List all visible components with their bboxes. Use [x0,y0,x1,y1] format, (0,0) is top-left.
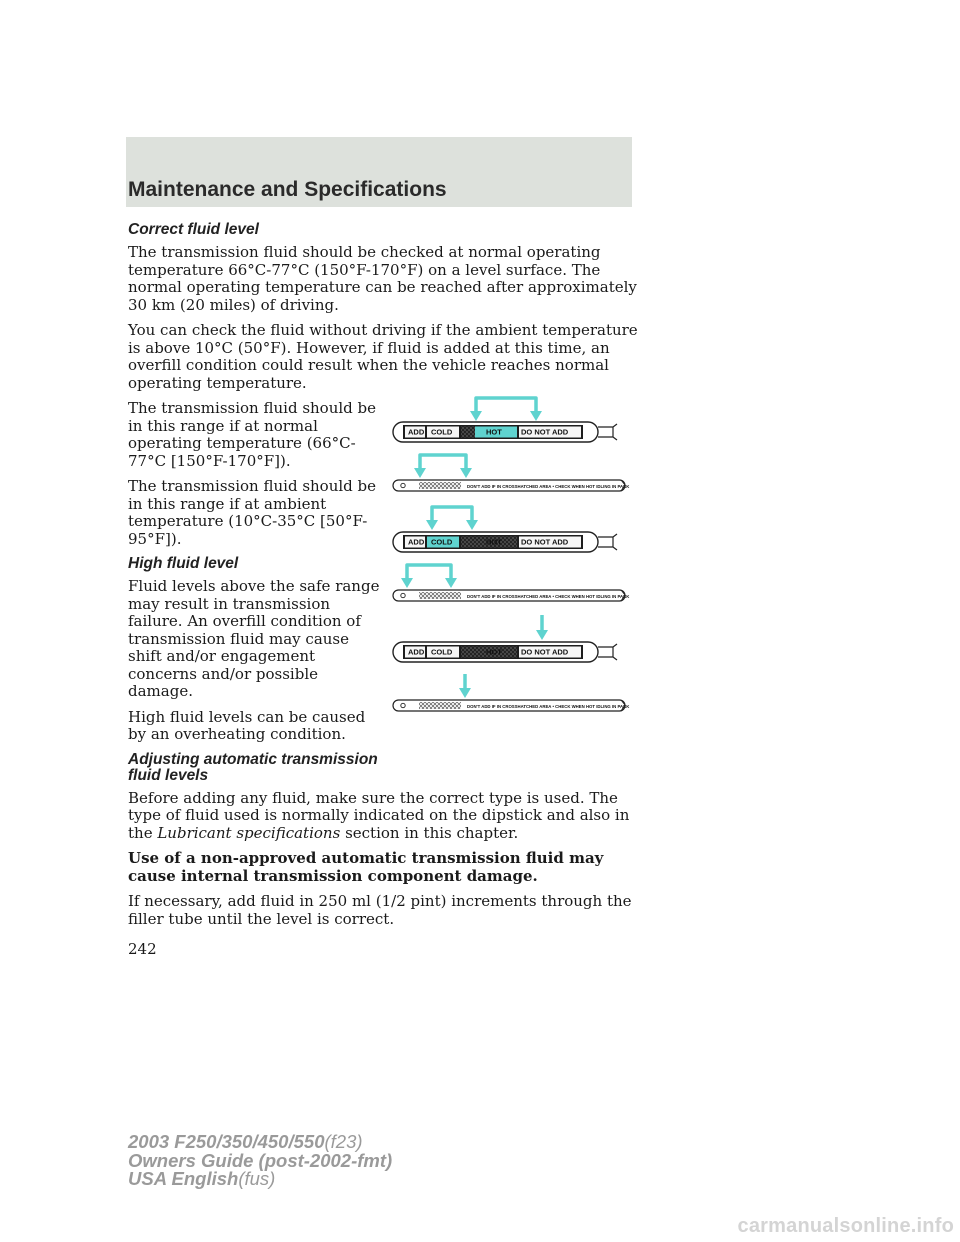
dipstick-do-not-add-label: DO NOT ADD [521,537,569,547]
footer-line-guide: Owners Guide (post-2002-fmt) [128,1149,393,1171]
paragraph-range-ambient: The transmission fluid should be in this range if at ambient temperature (10°C-35°C [50°F-95°F]). [128,477,377,548]
dipstick-back-cold-range [393,590,630,601]
dipstick-do-not-add-label: DO NOT ADD [521,647,569,657]
level-arrow-head [459,688,471,698]
level-arrow-head [401,578,413,588]
dipstick-hot-label: HOT [486,647,502,657]
dipstick-back-text: DON'T ADD IF IN CROSSHATCHED AREA • CHECK WHEN HOT IDLING IN PARK [467,593,630,599]
dipstick-front-overfill [393,642,617,662]
dipstick-back-text: DON'T ADD IF IN CROSSHATCHED AREA • CHECK WHEN HOT IDLING IN PARK [467,483,630,489]
ambient-range-bracket [420,455,466,472]
dipstick-back-text: DON'T ADD IF IN CROSSHATCHED AREA • CHECK WHEN HOT IDLING IN PARK [467,703,630,709]
fluid-type-text-end: section in this chapter. [345,823,519,842]
level-arrow-head [536,630,548,640]
paragraph-normal-temp: The transmission fluid should be checked at normal operating temperature 66°C-77°C (150°F-170°F) on a level surface. The normal operating temperature can be reached after approximately 30 km (20 miles) of driving. [128,243,637,314]
dipstick-add-label: ADD [408,537,425,547]
dipstick-add-label: ADD [408,647,425,657]
dipstick-add-label: ADD [408,427,425,437]
lubricant-spec-reference: Lubricant specifications [157,823,341,842]
dipstick-do-not-add-label: DO NOT ADD [521,427,569,437]
dipstick-front-hot-range [393,422,617,442]
level-arrow-head [466,520,478,530]
dipstick-back-ambient-range [393,480,630,491]
level-arrow-head [530,411,542,421]
heading-high-fluid-level: High fluid level [128,555,239,572]
paragraph-high-level-risk: Fluid levels above the safe range may result in transmission failure. An overfill condition of transmission fluid may cause shift and/or engagement concerns and/or possible damage. [128,577,380,700]
fluid-type-text: Before adding any fluid, make sure the correct type is used. The type of fluid used is normally indicated on the dipstick and also in the [128,788,630,842]
dipstick-cold-label: COLD [431,647,453,657]
paragraph-overheating: High fluid levels can be caused by an overheating condition. [128,707,366,743]
dipstick-hot-label: HOT [486,537,502,547]
paragraph-add-increments: If necessary, add fluid in 250 ml (1/2 pint) increments through the filler tube until the level is correct. [128,892,632,928]
dipstick-hot-label: HOT [486,427,502,437]
dipstick-cold-label: COLD [431,427,453,437]
dipstick-back-overfill [393,700,630,711]
level-arrow-head [470,411,482,421]
level-arrow-head [426,520,438,530]
dipstick-illustration [385,382,635,722]
cold-back-range-bracket [407,565,451,582]
watermark: carmanualsonline.info [737,1215,954,1237]
footer-line-language: USA English(fus) [128,1168,276,1189]
paragraph-fluid-type [128,790,638,843]
page-number: 242 [128,940,157,958]
dipstick-front-cold-range [393,532,617,552]
paragraph-ambient-check: You can check the fluid without driving if the ambient temperature is above 10°C (50°F). However, if fluid is added at this time, an overfill condition could result when the vehicle reaches normal operating temperature. [128,321,638,392]
level-arrow-head [414,468,426,478]
page-title: Maintenance and Specifications [128,178,447,201]
heading-adjusting-levels: Adjusting automatic transmission fluid levels [128,750,378,784]
heading-correct-fluid-level: Correct fluid level [128,221,259,238]
document-footer [128,1133,392,1189]
warning-non-approved-fluid: Use of a non-approved automatic transmission fluid may cause internal transmission component damage. [128,849,604,885]
hot-range-bracket [476,398,536,415]
footer-line-model: 2003 F250/350/450/550(f23) [128,1131,363,1152]
level-arrow-head [460,468,472,478]
paragraph-range-hot: The transmission fluid should be in this range if at normal operating temperature (66°C-77°C [150°F-170°F]). [128,399,377,470]
level-arrow-head [445,578,457,588]
cold-range-bracket [432,507,472,524]
dipstick-cold-label: COLD [431,537,453,547]
